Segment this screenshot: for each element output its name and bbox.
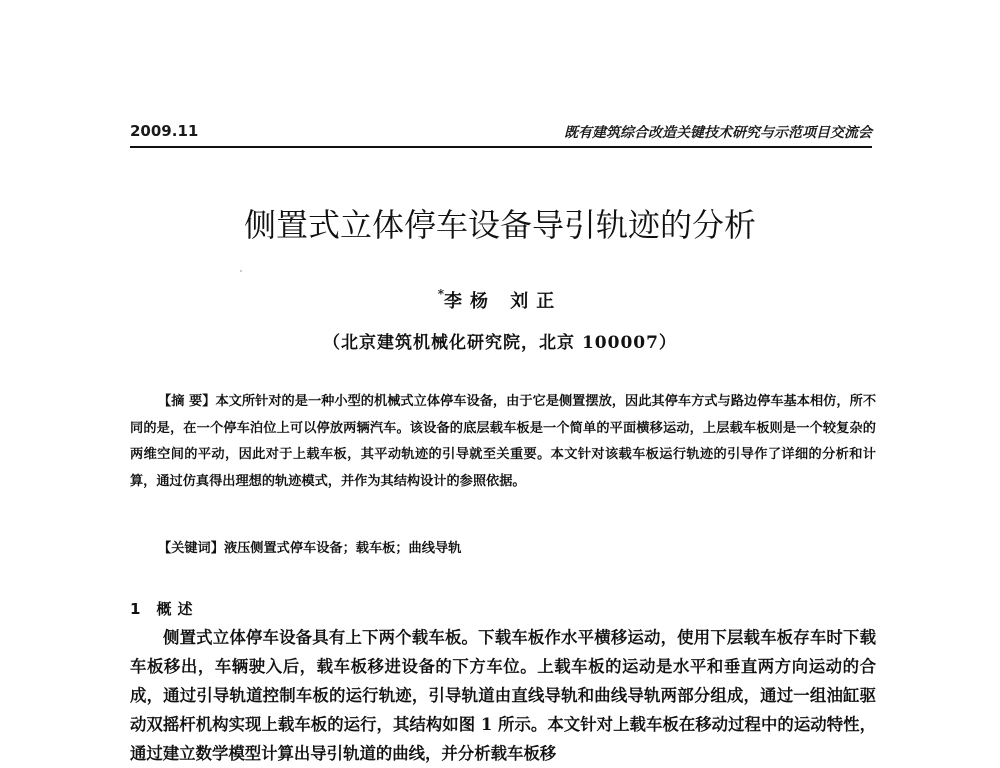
abstract-label: 【摘 要】 xyxy=(158,394,216,409)
keywords-text: 液压侧置式停车设备；载车板；曲线导轨 xyxy=(223,541,462,556)
body-paragraph: 侧置式立体停车设备具有上下两个载车板。下载车板作水平横移运动，使用下层载车板存车时下载车板移出，车辆驶入后，载车板移进设备的下方车位。上载车板的运动是水平和垂直两方向运动的合成，通过引导轨道控制车板的运行轨迹，引导轨道由直线导轨和曲线导轨两部分组成，通过一组油缸驱动双摇杆机构实现上载车板的运行，其结构如图 1 所示。本文针对上载车板在移动过程中的运动特性，通过建立数学模型计算出导引轨道的曲线，并分析载车板移 xyxy=(130,628,876,763)
authors xyxy=(0,287,1000,313)
abstract xyxy=(130,389,876,495)
section-heading xyxy=(130,598,198,619)
section-title: 概述 xyxy=(156,600,199,618)
section-number: 1 xyxy=(130,600,141,618)
author-mark: * xyxy=(437,287,444,301)
header-journal-title: 既有建筑综合改造关键技术研究与示范项目交流会 xyxy=(564,125,872,141)
paper-title: 侧置式立体停车设备导引轨迹的分析 xyxy=(243,206,756,244)
header-date: 2009.11 xyxy=(130,122,199,140)
author-names: 李杨 刘正 xyxy=(444,291,563,312)
affiliation: （北京建筑机械化研究院，北京 100007） xyxy=(323,333,677,353)
keywords-label: 【关键词】 xyxy=(158,541,224,556)
header-rule xyxy=(130,146,872,148)
scan-speck xyxy=(240,270,242,272)
abstract-text: 本文所针对的是一种小型的机械式立体停车设备，由于它是侧置摆放，因此其停车方式与路边停车基本相仿，所不同的是，在一个停车泊位上可以停放两辆汽车。该设备的底层载车板是一个简单的平面横移运动，上层载车板则是一个较复杂的两维空间的平动，因此对于上载车板，其平动轨迹的引导就至关重要。本文针对该载车板运行轨迹的引导作了详细的分析和计算，通过仿真得出理想的轨迹模式，并作为其结构设计的参照依据。 xyxy=(130,394,877,489)
keywords xyxy=(158,537,461,556)
